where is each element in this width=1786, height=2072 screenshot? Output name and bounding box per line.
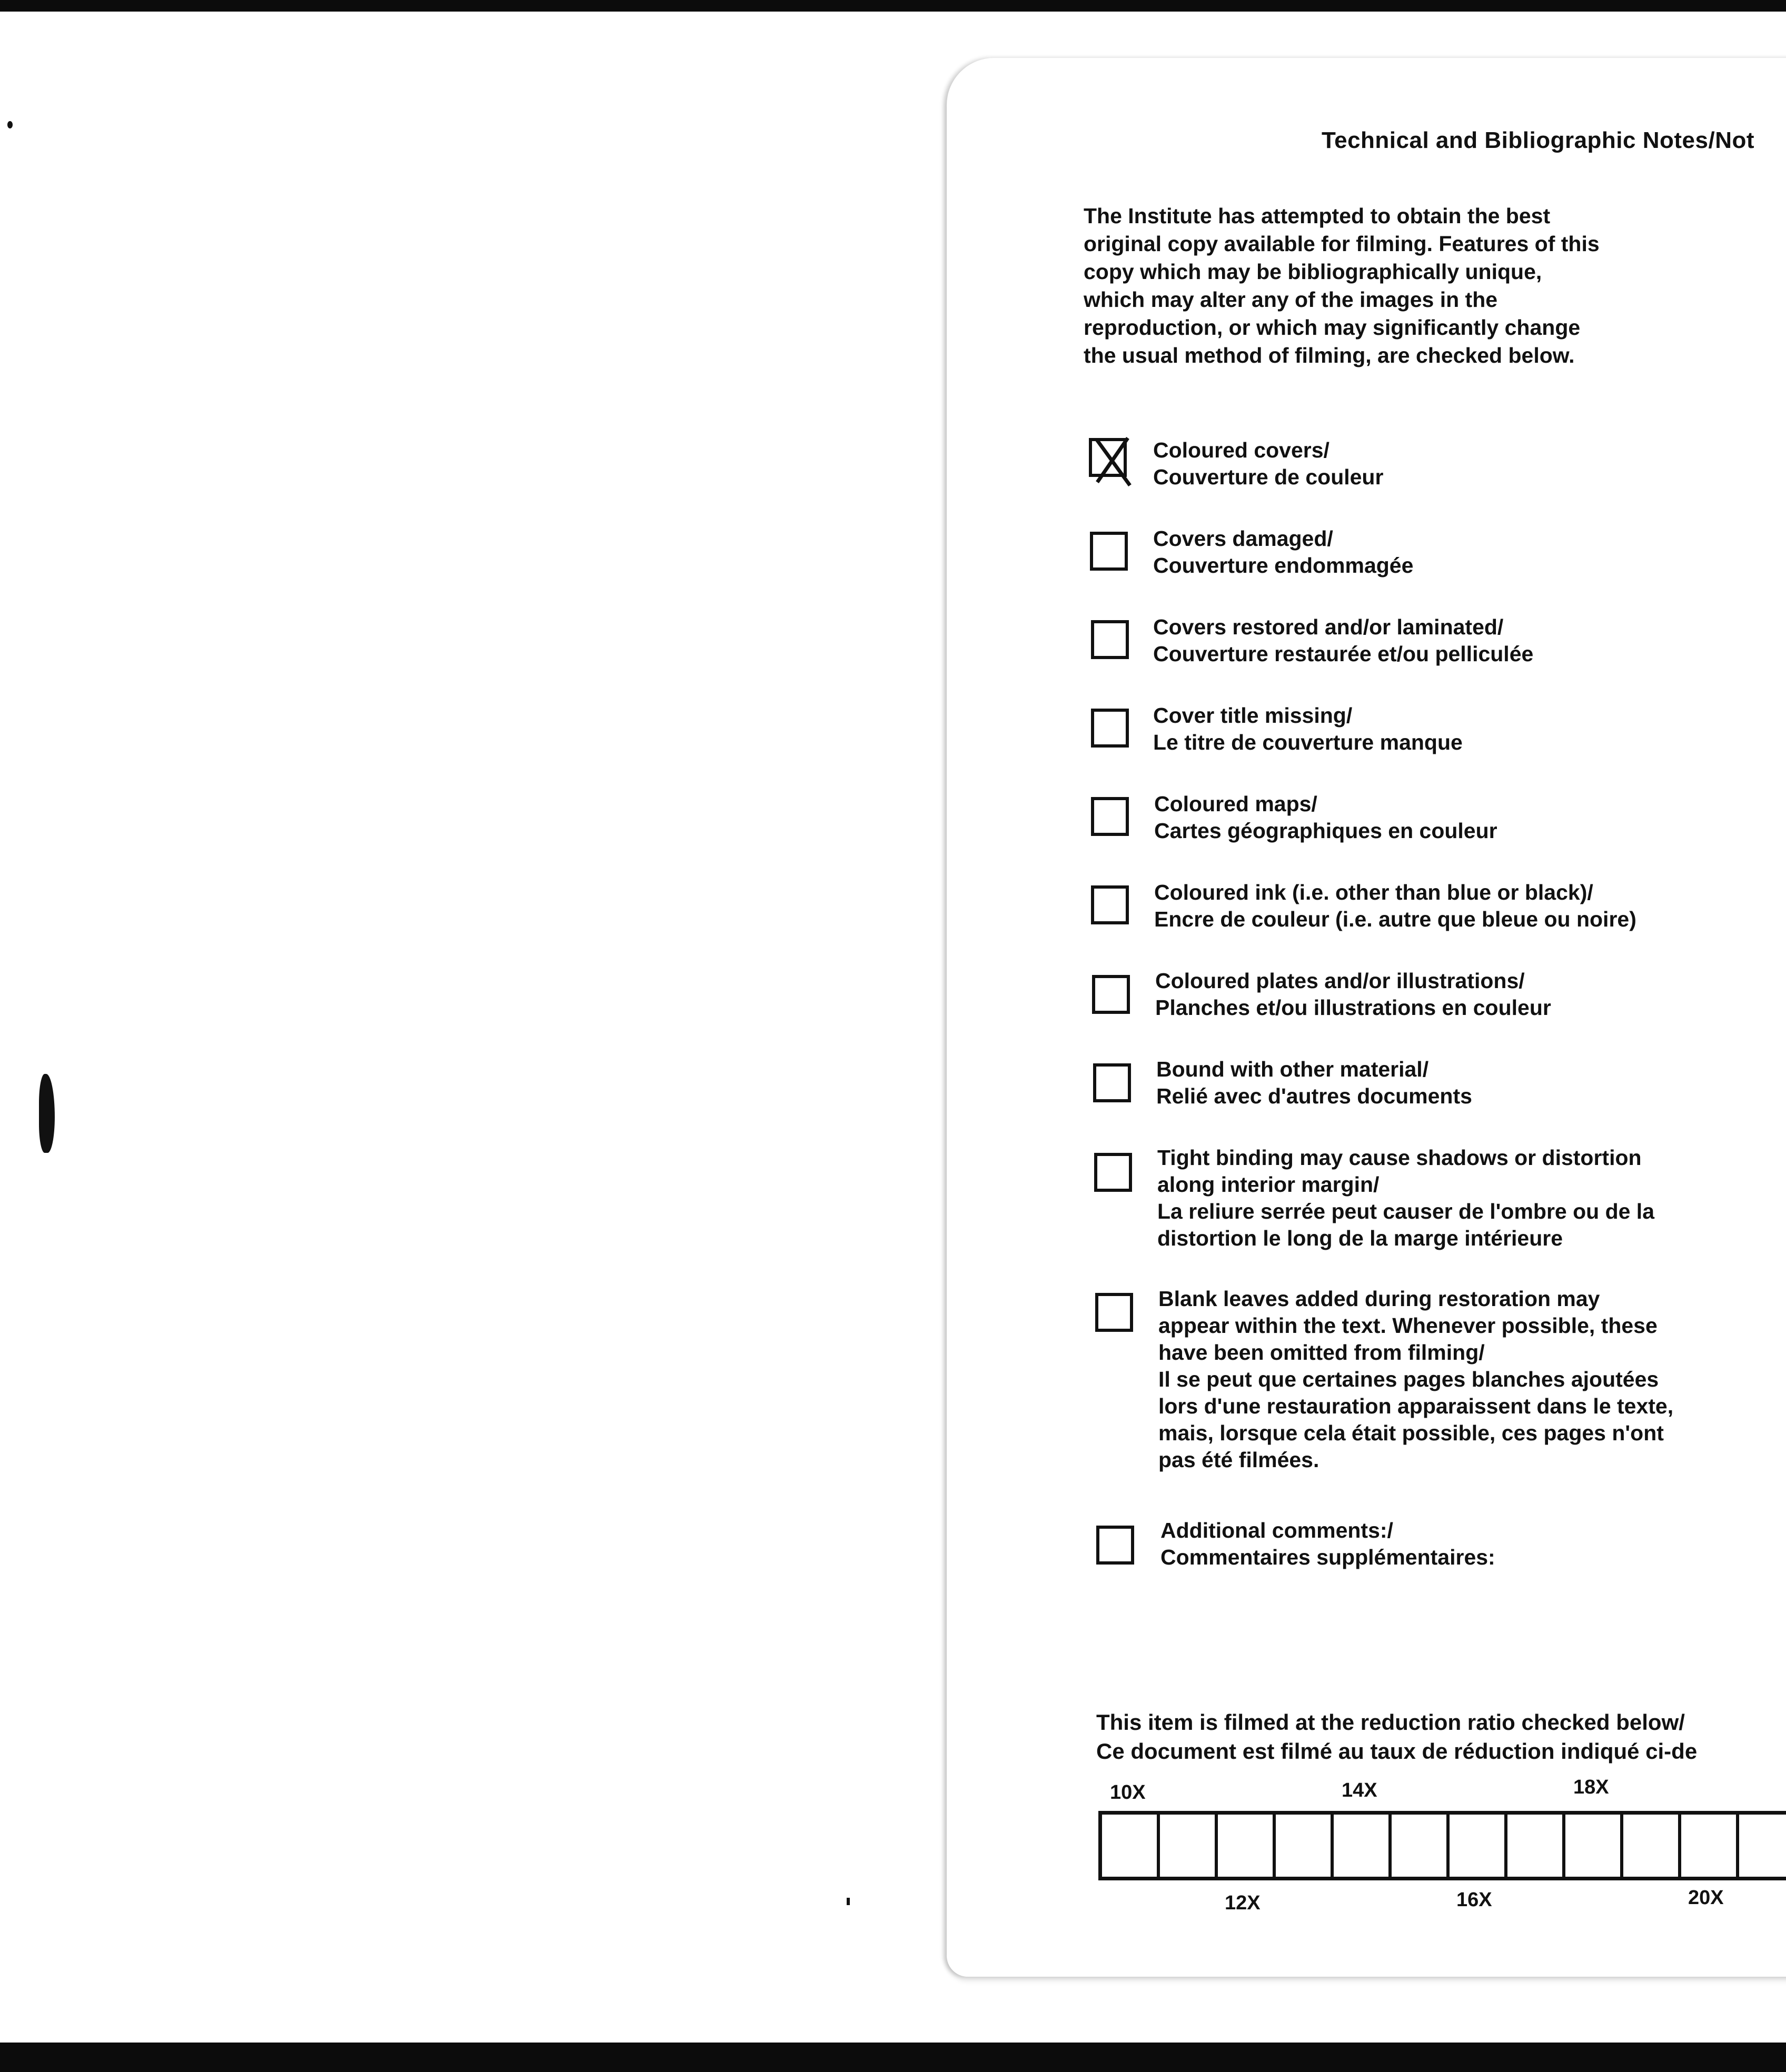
option-label: Additional comments:/ Commentaires supplémentaires:	[1160, 1518, 1495, 1569]
checkbox-coloured-ink[interactable]	[1091, 885, 1129, 924]
intro-line: original copy available for filming. Features of this	[1084, 232, 1600, 256]
ratio-label-18x: 18X	[1573, 1776, 1609, 1798]
ratio-cell[interactable]	[1623, 1815, 1681, 1877]
option-label: Cover title missing/ Le titre de couverture manque	[1153, 703, 1463, 754]
scan-speck	[847, 1898, 850, 1905]
intro-line: The Institute has attempted to obtain the best	[1084, 204, 1551, 228]
ratio-cell[interactable]	[1392, 1815, 1450, 1877]
option-label: Covers damaged/ Couverture endommagée	[1153, 526, 1414, 577]
reduction-ratio-grid	[1098, 1811, 1786, 1880]
checkbox-covers-restored[interactable]	[1091, 620, 1129, 659]
ratio-cell[interactable]	[1276, 1815, 1334, 1877]
checkbox-coloured-plates[interactable]	[1092, 975, 1130, 1014]
checkbox-bound-with-other-material[interactable]	[1093, 1063, 1131, 1102]
ratio-cell[interactable]	[1160, 1815, 1218, 1877]
intro-line: the usual method of filming, are checked below.	[1084, 343, 1575, 367]
checkbox-blank-leaves[interactable]	[1095, 1293, 1133, 1332]
checkbox-tight-binding[interactable]	[1094, 1153, 1132, 1192]
ratio-cell[interactable]	[1507, 1815, 1565, 1877]
ratio-label-10x: 10X	[1110, 1781, 1146, 1804]
checkbox-coloured-maps[interactable]	[1091, 797, 1129, 836]
page-title: Technical and Bibliographic Notes/Not	[1322, 127, 1754, 153]
scan-speck	[7, 121, 13, 128]
ratio-cell[interactable]	[1102, 1815, 1160, 1877]
option-label: Bound with other material/ Relié avec d'autres documents	[1156, 1057, 1472, 1108]
scan-edge-bottom	[0, 2043, 1786, 2072]
ratio-label-16x: 16X	[1456, 1889, 1492, 1911]
ratio-cell[interactable]	[1681, 1815, 1739, 1877]
intro-line: which may alter any of the images in the	[1084, 287, 1498, 312]
option-label: Tight binding may cause shadows or distortion along interior margin/ La reliure serrée peut causer de l'ombre ou de la distortion le long de la marge intérieure	[1157, 1145, 1655, 1250]
ratio-label-14x: 14X	[1342, 1779, 1377, 1801]
option-label: Coloured covers/ Couverture de couleur	[1153, 438, 1384, 489]
ratio-cell[interactable]	[1450, 1815, 1507, 1877]
intro-line: reproduction, or which may significantly change	[1084, 315, 1581, 340]
ratio-cell[interactable]	[1334, 1815, 1392, 1877]
option-label: Blank leaves added during restoration may appear within the text. Whenever possible, these have been omitted from filming/ Il se peut que certaines pages blanches ajoutées lors d'une restauration apparaissent dans le texte, mais, lorsque cela était possible, ces pages n'ont pas été filmées.	[1158, 1287, 1674, 1472]
checkbox-additional-comments[interactable]	[1096, 1526, 1134, 1565]
option-label: Covers restored and/or laminated/ Couverture restaurée et/ou pelliculée	[1153, 615, 1534, 666]
x-mark-icon	[1088, 434, 1135, 486]
option-label: Coloured ink (i.e. other than blue or black)/ Encre de couleur (i.e. autre que bleue ou noire)	[1154, 880, 1636, 931]
scan-blot	[39, 1074, 55, 1153]
ratio-label-20x: 20X	[1688, 1887, 1724, 1909]
intro-paragraph	[1084, 202, 1600, 370]
ratio-cell[interactable]	[1739, 1815, 1786, 1877]
ratio-cell[interactable]	[1218, 1815, 1276, 1877]
ratio-cell[interactable]	[1565, 1815, 1623, 1877]
reduction-ratio-note: This item is filmed at the reduction ratio checked below/ Ce document est filmé au taux de réduction indiqué ci-de	[1096, 1710, 1698, 1764]
scan-edge-top	[0, 0, 1786, 12]
option-label: Coloured maps/ Cartes géographiques en couleur	[1154, 792, 1497, 843]
option-label: Coloured plates and/or illustrations/ Planches et/ou illustrations en couleur	[1155, 969, 1551, 1020]
checkbox-cover-title-missing[interactable]	[1091, 709, 1129, 748]
intro-line: copy which may be bibliographically unique,	[1084, 260, 1542, 284]
checkbox-coloured-covers[interactable]	[1089, 438, 1127, 477]
checkbox-covers-damaged[interactable]	[1090, 532, 1128, 571]
ratio-label-12x: 12X	[1225, 1892, 1261, 1914]
